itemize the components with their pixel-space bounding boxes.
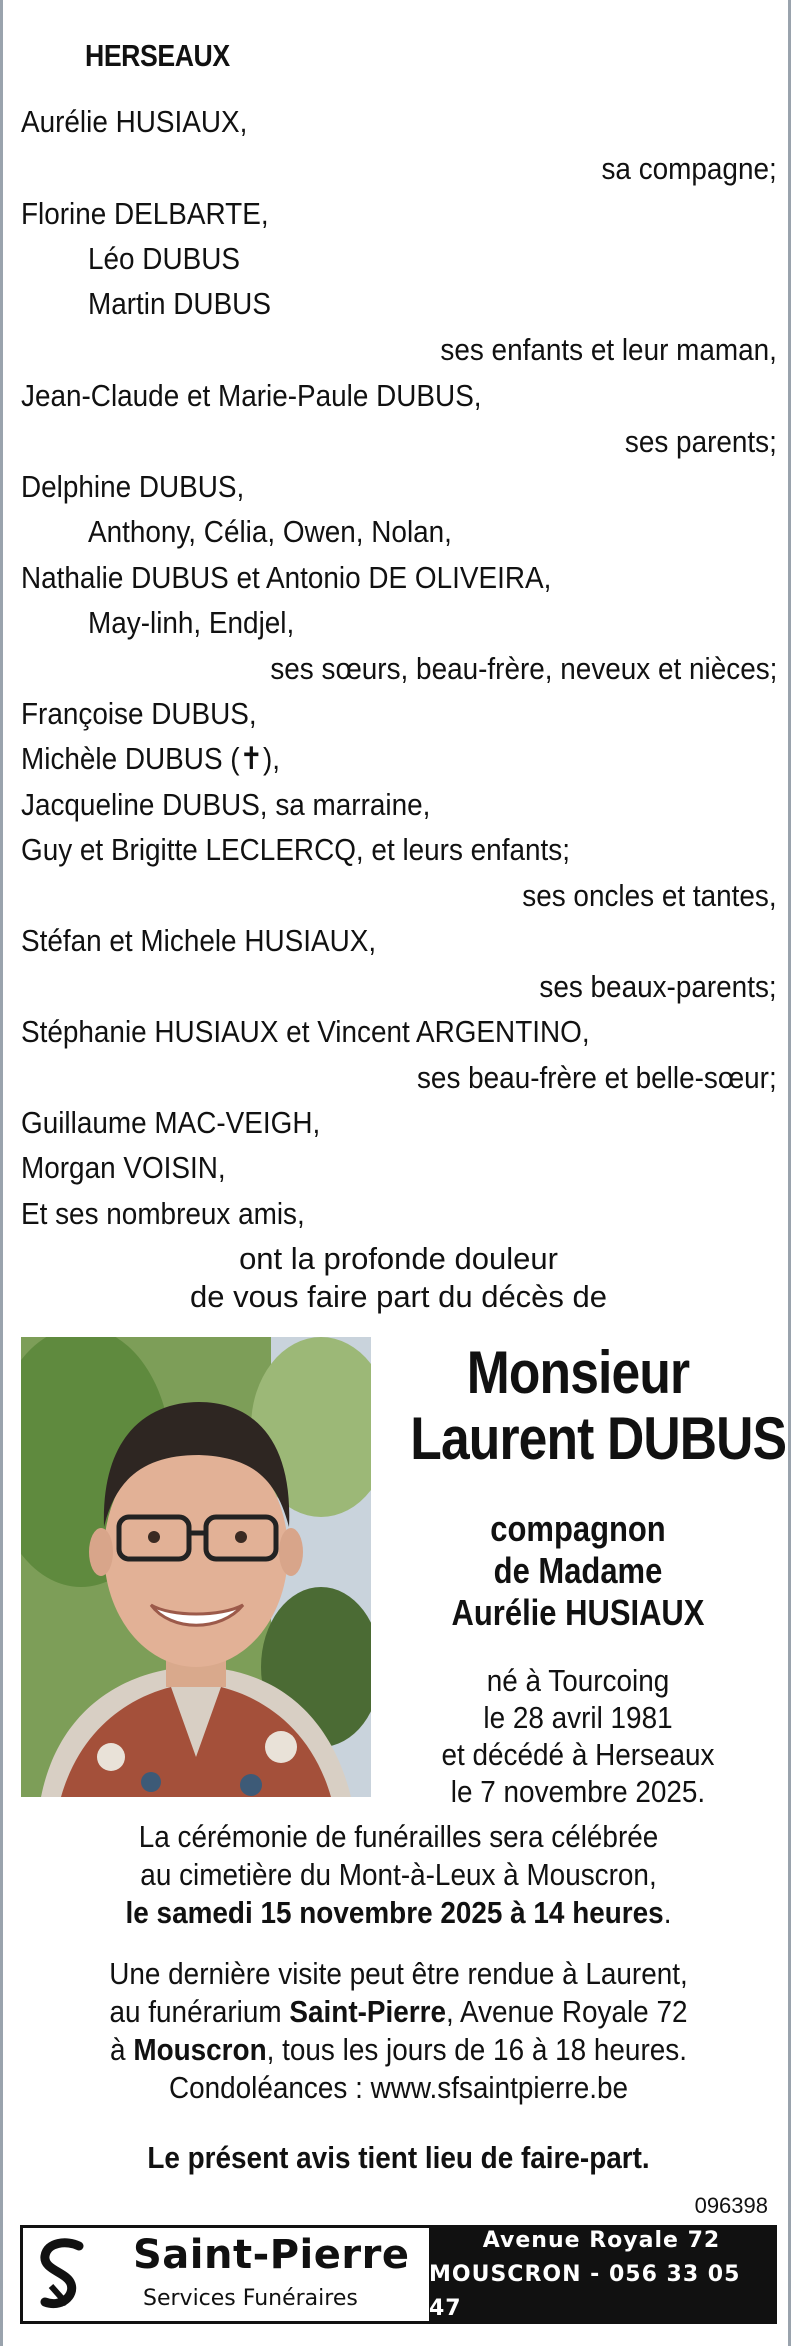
funeral-home-phone: MOUSCRON - 056 33 05 47 bbox=[429, 2261, 741, 2321]
ceremony-datetime: le samedi 15 novembre 2025 à 14 heures. bbox=[125, 1895, 672, 1930]
family-line: Jean-Claude et Marie-Paule DUBUS, bbox=[21, 378, 482, 413]
saint-pierre-logo-icon bbox=[37, 2238, 87, 2314]
family-line: Delphine DUBUS, bbox=[21, 469, 245, 504]
family-line: Léo DUBUS bbox=[88, 241, 240, 276]
family-line: Stéphanie HUSIAUX et Vincent ARGENTINO, bbox=[21, 1014, 590, 1049]
partner-line: Aurélie HUSIAUX bbox=[451, 1592, 705, 1633]
family-line: Guy et Brigitte LECLERCQ, et leurs enfants; bbox=[21, 832, 570, 867]
family-line: ses beau-frère et belle-sœur; bbox=[417, 1060, 777, 1095]
condolences-line: Condoléances : www.sfsaintpierre.be bbox=[168, 2070, 629, 2105]
ceremony-block bbox=[3, 1818, 791, 1932]
notice-block bbox=[3, 2139, 791, 2177]
funeral-home-banner bbox=[20, 2225, 777, 2324]
family-line: Nathalie DUBUS et Antonio DE OLIVEIRA, bbox=[21, 560, 552, 595]
funeral-home-subtitle: Services Funéraires bbox=[143, 2286, 358, 2311]
birth-place: né à Tourcoing bbox=[486, 1663, 670, 1698]
partner-block bbox=[383, 1508, 773, 1634]
family-line: May-linh, Endjel, bbox=[88, 605, 295, 640]
partner-line: compagnon bbox=[490, 1508, 666, 1549]
funeral-home-name: Saint-Pierre bbox=[133, 2232, 410, 2278]
family-line: ses sœurs, beau-frère, neveux et nièces; bbox=[269, 651, 777, 686]
family-line: Françoise DUBUS, bbox=[21, 696, 257, 731]
family-line: sa compagne; bbox=[601, 151, 777, 186]
family-line: Stéfan et Michele HUSIAUX, bbox=[21, 923, 377, 958]
funeral-home-address: Avenue Royale 72 bbox=[482, 2227, 721, 2253]
reference-number: 096398 bbox=[694, 2193, 768, 2218]
family-line: ont la profonde douleur bbox=[239, 1241, 558, 1276]
visit-hours: à Mouscron, tous les jours de 16 à 18 heures. bbox=[110, 2032, 687, 2067]
family-line: Morgan VOISIN, bbox=[21, 1150, 226, 1185]
visit-line: Une dernière visite peut être rendue à Laurent, bbox=[109, 1956, 688, 1991]
deceased-announcement bbox=[383, 1339, 787, 1472]
notice-text: Le présent avis tient lieu de faire-part. bbox=[147, 2140, 650, 2175]
partner-line: de Madame bbox=[493, 1550, 663, 1591]
death-date: le 7 novembre 2025. bbox=[450, 1774, 706, 1809]
visit-block bbox=[3, 1955, 791, 2107]
family-line: Martin DUBUS bbox=[88, 286, 271, 321]
visit-location: au funérarium Saint-Pierre, Avenue Royale 72 bbox=[109, 1994, 688, 2029]
ceremony-line: au cimetière du Mont-à-Leux à Mouscron, bbox=[140, 1857, 657, 1892]
family-line: ses oncles et tantes, bbox=[522, 878, 777, 913]
family-line: Aurélie HUSIAUX, bbox=[21, 104, 248, 139]
family-line: Jacqueline DUBUS, sa marraine, bbox=[21, 787, 431, 822]
ceremony-line: La cérémonie de funérailles sera célébrée bbox=[138, 1819, 659, 1854]
deceased-title: Monsieur bbox=[466, 1339, 690, 1406]
family-line: Florine DELBARTE, bbox=[21, 196, 269, 231]
family-line: Anthony, Célia, Owen, Nolan, bbox=[88, 514, 452, 549]
funeral-home-contact bbox=[429, 2228, 774, 2321]
deceased-name: Laurent DUBUS bbox=[410, 1405, 787, 1472]
family-line: ses enfants et leur maman, bbox=[440, 332, 777, 367]
family-line: Michèle DUBUS (✝), bbox=[21, 741, 281, 776]
death-place: et décédé à Herseaux bbox=[441, 1737, 715, 1772]
family-line: ses beaux-parents; bbox=[539, 969, 777, 1004]
family-line: Et ses nombreux amis, bbox=[21, 1196, 305, 1231]
birth-death-block bbox=[383, 1662, 773, 1810]
funeral-home-brand bbox=[23, 2228, 429, 2321]
location-heading: HERSEAUX bbox=[85, 38, 230, 73]
portrait-photo bbox=[21, 1337, 371, 1797]
family-line: de vous faire part du décès de bbox=[189, 1279, 608, 1314]
birth-date: le 28 avril 1981 bbox=[483, 1700, 673, 1735]
family-line: Guillaume MAC-VEIGH, bbox=[21, 1105, 321, 1140]
family-line: ses parents; bbox=[625, 424, 777, 459]
